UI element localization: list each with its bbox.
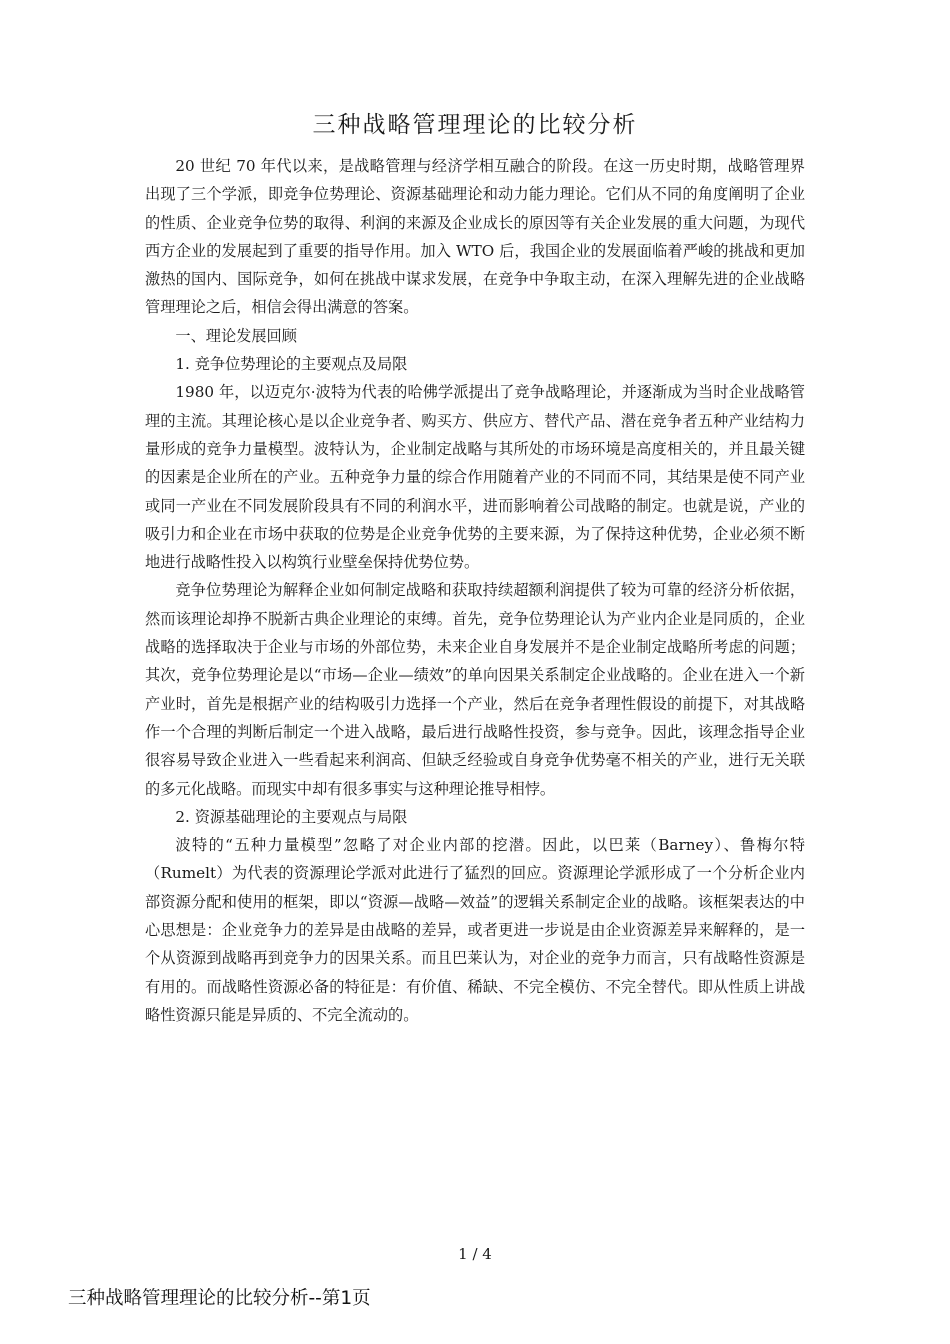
subsection-heading: 2. 资源基础理论的主要观点与局限 xyxy=(175,807,408,826)
page-number: 1 / 4 xyxy=(458,1245,492,1263)
paragraph: 竞争位势理论为解释企业如何制定战略和获取持续超额利润提供了较为可靠的经济分析依据，然而该理论却挣不脱新古典企业理论的束缚。首先，竞争位势理论认为产业内企业是同质的，企业战略的选择取决于企业与市场的外部位势，未来企业自身发展并不是企业制定战略所考虑的问题；其次，竞争位势理论是以“市场—企业—绩效”的单向因果关系制定企业战略的。企业在进入一个新产业时，首先是根据产业的结构吸引力选择一个产业，然后在竞争者理性假设的前提下，对其战略作一个合理的判断后制定一个进入战略，最后进行战略性投资，参与竞争。因此，该理念指导企业很容易导致企业进入一些看起来利润高、但缺乏经验或自身竞争优势毫不相关的产业，进行无关联的多元化战略。而现实中却有很多事实与这种理论推导相悖。 xyxy=(145,581,805,798)
section-heading: 一、理论发展回顾 xyxy=(175,326,297,345)
paragraph: 波特的“五种力量模型”忽略了对企业内部的挖潜。因此，以巴莱（Barney）、鲁梅尔特（Rumelt）为代表的资源理论学派对此进行了猛烈的回应。资源理论学派形成了一个分析企业内部资源分配和使用的框架，即以“资源—战略—效益”的逻辑关系制定企业的战略。该框架表达的中心思想是：企业竞争力的差异是由战略的差异，或者更进一步说是由企业资源差异来解释的，是一个从资源到战略再到竞争力的因果关系。而且巴莱认为，对企业的竞争力而言，只有战略性资源是有用的。而战略性资源必备的特征是：有价值、稀缺、不完全模仿、不完全替代。即从性质上讲战略性资源只能是异质的、不完全流动的。 xyxy=(145,836,805,1024)
paragraph: 1980 年，以迈克尔·波特为代表的哈佛学派提出了竞争战略理论，并逐渐成为当时企业战略管理的主流。其理论核心是以企业竞争者、购买方、供应方、替代产品、潜在竞争者五种产业结构力量形成的竞争力量模型。波特认为，企业制定战略与其所处的市场环境是高度相关的，并且最关键的因素是企业所在的产业。五种竞争力量的综合作用随着产业的不同而不同，其结果是使不同产业或同一产业在不同发展阶段具有不同的利润水平，进而影响着公司战略的制定。也就是说，产业的吸引力和企业在市场中获取的位势是企业竞争优势的主要来源，为了保持这种优势，企业必须不断地进行战略性投入以构筑行业壁垒保持优势位势。 xyxy=(145,383,805,572)
page-title: 三种战略管理理论的比较分析 xyxy=(312,112,638,138)
subsection-heading: 1. 竞争位势理论的主要观点及局限 xyxy=(175,355,408,374)
body-text xyxy=(145,152,805,1029)
paragraph-intro: 20 世纪 70 年代以来，是战略管理与经济学相互融合的阶段。在这一历史时期，战略管理界出现了三个学派，即竞争位势理论、资源基础理论和动力能力理论。它们从不同的角度阐明了企业的性质、企业竞争位势的取得、利润的来源及企业成长的原因等有关企业发展的重大问题，为现代西方企业的发展起到了重要的指导作用。加入 WTO 后，我国企业的发展面临着严峻的挑战和更加激热的国内、国际竞争，如何在挑战中谋求发展，在竞争中争取主动，在深入理解先进的企业战略管理理论之后，相信会得出满意的答案。 xyxy=(145,157,805,317)
footer-caption: 三种战略管理理论的比较分析--第1页 xyxy=(68,1288,371,1309)
